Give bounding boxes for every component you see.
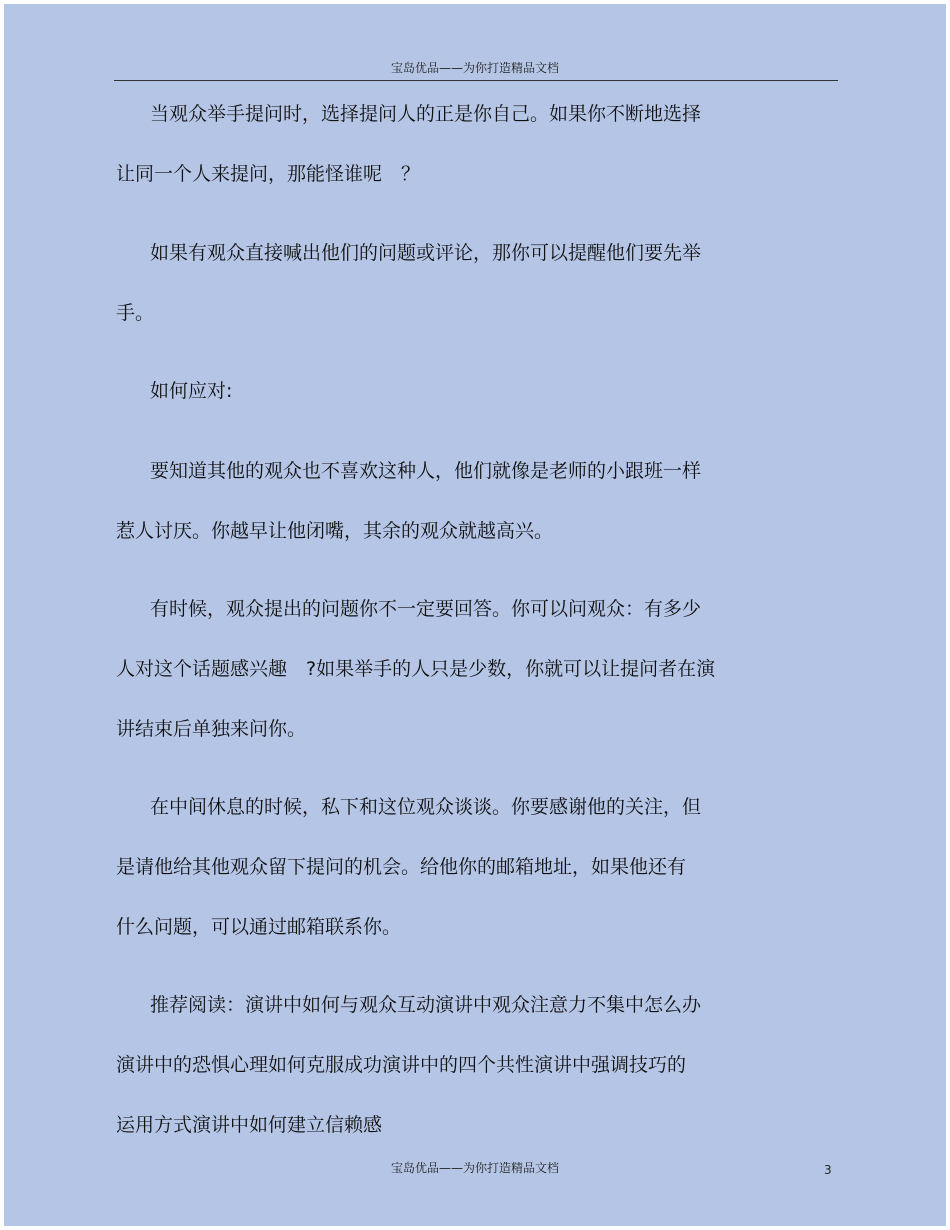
paragraph-line: 惹人讨厌。你越早让他闭嘴，其余的观众就越高兴。: [116, 520, 554, 542]
paragraph-line: 演讲中的恐惧心理如何克服成功演讲中的四个共性演讲中强调技巧的: [116, 1054, 687, 1076]
paragraph-line: 让同一个人来提问，那能怪谁呢 ？: [116, 163, 421, 185]
page-header: 宝岛优品——为你打造精品文档: [390, 61, 559, 75]
paragraph-line: 在中间休息的时候，私下和这位观众谈谈。你要感谢他的关注，但: [150, 796, 702, 818]
paragraph-line: 如何应对:: [150, 380, 233, 402]
paragraph-line: 当观众举手提问时，选择提问人的正是你自己。如果你不断地选择: [150, 103, 702, 125]
header-divider: [114, 80, 838, 81]
paragraph-line: 要知道其他的观众也不喜欢这种人，他们就像是老师的小跟班一样: [150, 460, 702, 482]
document-page: [4, 4, 946, 1226]
page-footer: 宝岛优品——为你打造精品文档: [390, 1161, 559, 1175]
paragraph-line: 什么问题，可以通过邮箱联系你。: [116, 916, 402, 938]
paragraph-line: 如果有观众直接喊出他们的问题或评论，那你可以提醒他们要先举: [150, 242, 702, 264]
paragraph-line: 有时候，观众提出的问题你不一定要回答。你可以问观众：有多少: [150, 598, 702, 620]
page-number: 3: [824, 1163, 832, 1177]
paragraph-line: 推荐阅读：演讲中如何与观众互动演讲中观众注意力不集中怎么办: [150, 994, 702, 1016]
paragraph-line: 人对这个话题感兴趣 ?如果举手的人只是少数，你就可以让提问者在演: [116, 658, 716, 680]
paragraph-line: 是请他给其他观众留下提问的机会。给他你的邮箱地址，如果他还有: [116, 856, 687, 878]
paragraph-line: 讲结束后单独来问你。: [116, 718, 307, 740]
paragraph-line: 运用方式演讲中如何建立信赖感: [116, 1114, 383, 1136]
paragraph-line: 手。: [116, 302, 155, 324]
